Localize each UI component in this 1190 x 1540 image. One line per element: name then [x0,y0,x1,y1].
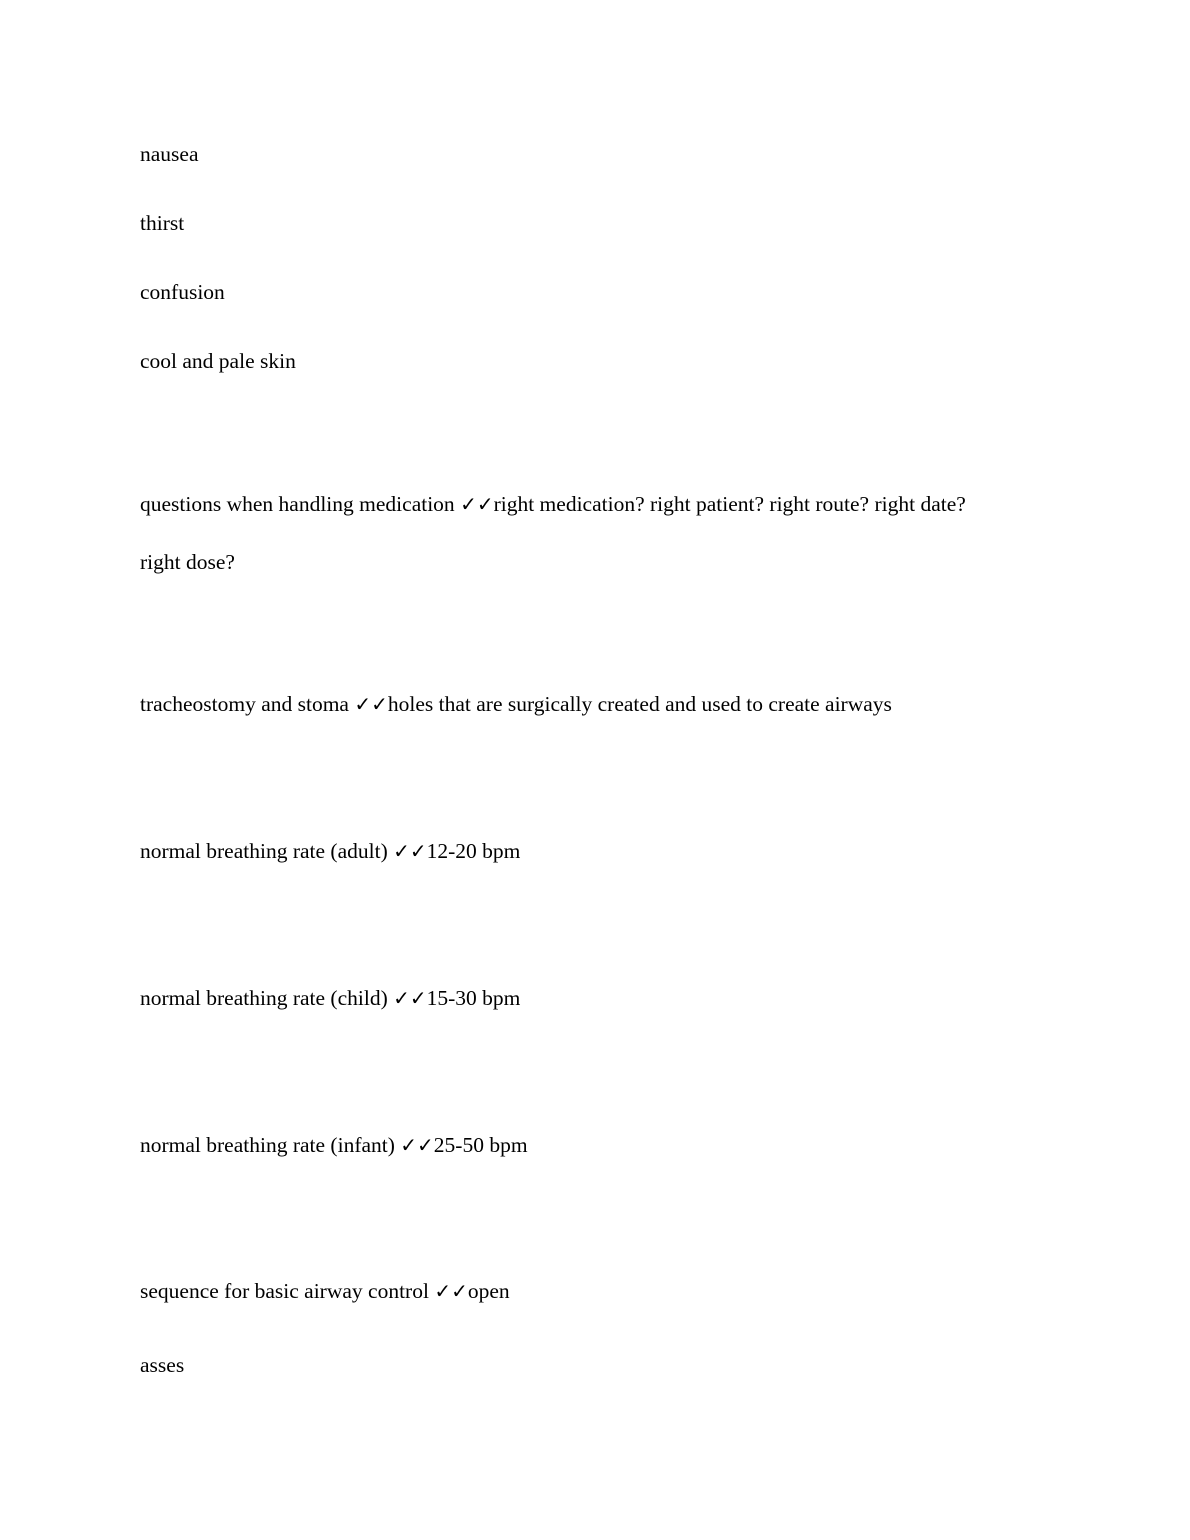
check-mark-icon: ✓✓ [400,1133,434,1157]
entry-term: questions when handling medication [140,492,455,516]
check-mark-icon: ✓✓ [460,492,494,516]
check-mark-icon: ✓✓ [354,692,388,716]
check-mark-icon: ✓✓ [393,839,427,863]
list-item: cool and pale skin [140,349,296,373]
entry-term: sequence for basic airway control [140,1279,429,1303]
entry-term: normal breathing rate (adult) [140,839,388,863]
entry-answer: 15-30 bpm [426,986,521,1010]
entry-answer: right medication? right patient? right route? right date? [493,492,966,516]
check-mark-icon: ✓✓ [434,1279,468,1303]
list-item: confusion [140,280,225,304]
list-item: thirst [140,211,185,235]
qa-entry-airway-control [140,1281,510,1303]
qa-entry-breathing-infant [140,1135,528,1157]
check-mark-icon: ✓✓ [393,986,427,1010]
entry-answer: 12-20 bpm [426,839,521,863]
qa-entry-medication-questions [140,494,966,516]
entry-answer-continuation: asses [140,1353,185,1377]
entry-term: tracheostomy and stoma [140,692,349,716]
qa-entry-breathing-child [140,988,520,1010]
entry-answer: holes that are surgically created and used to create airways [387,692,892,716]
entry-term: normal breathing rate (infant) [140,1133,395,1157]
qa-entry-tracheostomy [140,694,892,716]
entry-answer: 25-50 bpm [433,1133,528,1157]
entry-answer-continuation: right dose? [140,550,235,574]
list-item: nausea [140,142,199,166]
qa-entry-breathing-adult [140,841,520,863]
entry-answer: open [467,1279,510,1303]
entry-term: normal breathing rate (child) [140,986,388,1010]
